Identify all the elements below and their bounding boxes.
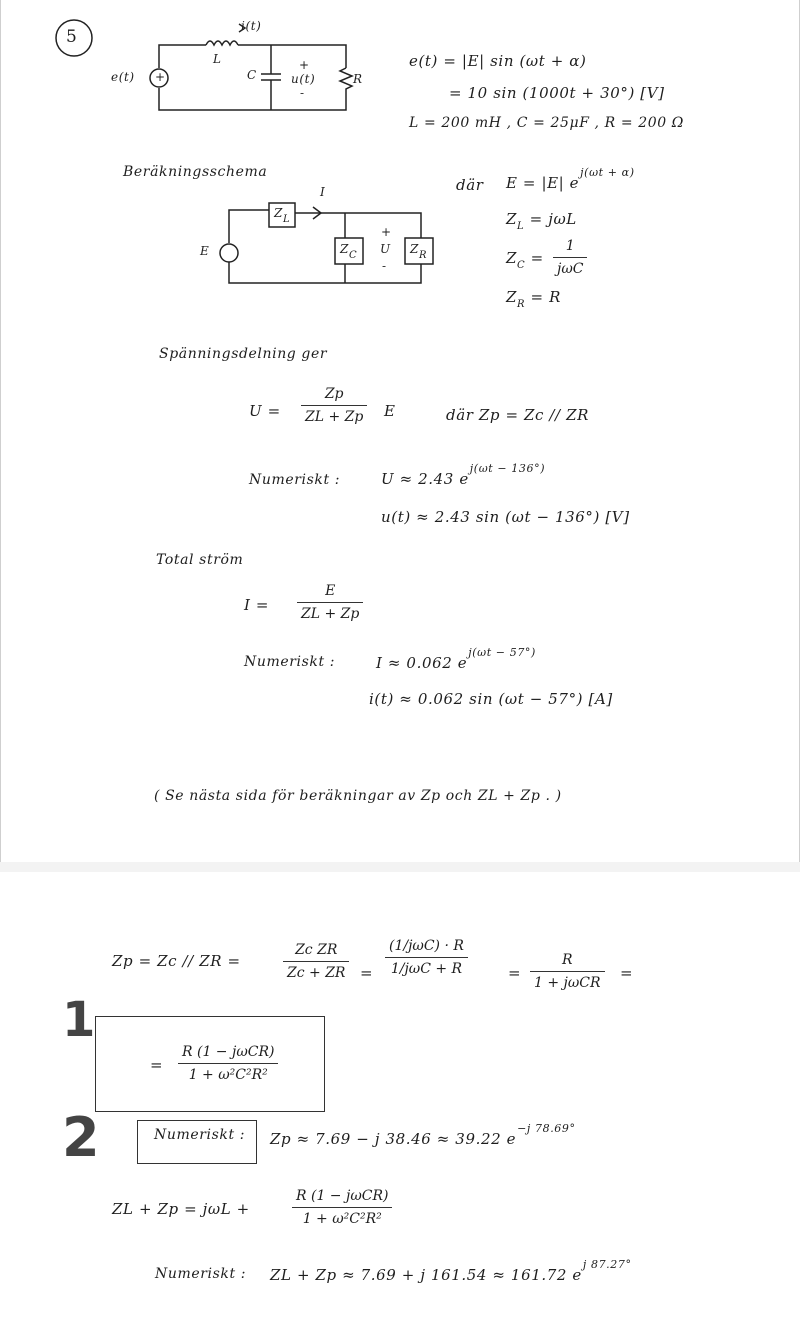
circuit-1 (150, 24, 352, 110)
total-current-title: Total ström (156, 552, 244, 568)
total-current-fraction: E ZL + Zp (297, 583, 363, 622)
zp-fraction-2: (1/jωC) · R 1/jωC + R (385, 938, 468, 977)
zp-numeric-result: Zp ≈ 7.69 − j 38.46 ≈ 39.22 $e^{-j 78.69^\circ}$ (270, 1122, 576, 1148)
given-line-1: e(t) = |E| sin (ωt + α) (409, 52, 587, 70)
zp-eq-2: = (508, 964, 522, 982)
capacitor-symbol (261, 45, 281, 110)
sum-fraction: R (1 − jωCR) 1 + ω²C²R² (292, 1188, 392, 1227)
circuit1-current-label: i(t) (241, 19, 262, 33)
schema-title: Beräkningsschema (123, 164, 268, 180)
schema-voltage-label: U (380, 242, 391, 256)
schema-zc-def: $Z_C$ = (506, 249, 544, 271)
schema-zc-fraction: 1 jωC (553, 238, 587, 277)
marker-one: 1 (62, 992, 96, 1048)
voltage-division-lhs: U = (249, 402, 281, 420)
inductor-coil (206, 41, 238, 45)
schema-source-label: E (200, 244, 210, 258)
zp-fraction-3: R 1 + jωCR (530, 952, 605, 991)
sum-lhs: ZL + Zp = jωL + (112, 1200, 250, 1218)
circuit1-voltage-label: u(t) (291, 72, 316, 86)
circuit1-resistor-label: R (353, 72, 363, 86)
total-current-lhs: I = (244, 596, 270, 614)
current-numeric-result: I ≈ 0.062 $e^{j(\omega t - 57^\circ)}$ (376, 646, 536, 672)
voltage-division-title: Spänningsdelning ger (159, 346, 328, 362)
schema-zr-label: $Z_R$ (410, 242, 428, 261)
schema-zl-def: $Z_L = j\omega L$ (506, 210, 577, 232)
circuit1-source-plus: + (155, 70, 166, 84)
voltage-numeric-label: Numeriskt : (249, 472, 341, 488)
schema-zr-def: $Z_R = R$ (506, 288, 561, 310)
voltage-numeric-result: U ≈ 2.43 $e^{j(\omega t - 136^\circ)}$ (381, 462, 546, 488)
page-2 (0, 872, 800, 1322)
sum-numeric-label: Numeriskt : (155, 1266, 247, 1282)
voltage-division-rhs: E (384, 402, 396, 420)
marker-two: 2 (62, 1106, 100, 1169)
circuit1-inductor-label: L (213, 52, 222, 66)
schema-e-def: E = |E| $e^{j(\omega t + \alpha)}$ (506, 166, 635, 192)
zp-final-eq: = (150, 1056, 164, 1074)
zp-fraction-final: R (1 − jωCR) 1 + ω²C²R² (178, 1044, 278, 1083)
schema-voltage-minus: - (382, 259, 387, 273)
given-line-2: = 10 sin (1000t + 30°) [V] (449, 84, 665, 102)
next-page-note: ( Se nästa sida för beräkningar av Zp och ZL + Zp . ) (154, 788, 562, 804)
current-time-result: i(t) ≈ 0.062 sin (ωt − 57°) [A] (369, 690, 613, 708)
zp-eq-1: = (360, 964, 374, 982)
given-line-3: L = 200 mH , C = 25μF , R = 200 Ω (409, 115, 685, 131)
circuit1-voltage-plus: + (299, 58, 310, 72)
resistor-symbol (340, 68, 352, 94)
schema-zl-label: $Z_L$ (274, 206, 291, 225)
voltage-division-fraction: Zp ZL + Zp (301, 386, 367, 425)
voltage-division-where: där Zp = Zc // ZR (446, 406, 589, 424)
voltage-time-result: u(t) ≈ 2.43 sin (ωt − 136°) [V] (381, 508, 630, 526)
problem-number: 5 (66, 27, 78, 47)
circuit1-voltage-minus: - (300, 86, 305, 100)
zp-lhs: Zp = Zc // ZR = (112, 952, 241, 970)
source-E-symbol (220, 244, 238, 262)
current-numeric-label: Numeriskt : (244, 654, 336, 670)
circuit1-source-label: e(t) (111, 70, 135, 84)
circuit-2 (220, 203, 433, 283)
circuit1-capacitor-label: C (247, 68, 257, 82)
zp-fraction-1: Zc ZR Zc + ZR (283, 942, 349, 981)
zp-eq-3: = (620, 964, 634, 982)
zp-numeric-label: Numeriskt : (154, 1127, 246, 1143)
schema-voltage-plus: + (381, 225, 392, 239)
schema-zc-label: $Z_C$ (340, 242, 358, 261)
schema-where: där (456, 176, 484, 194)
schema-current-label: I (320, 185, 326, 199)
sum-numeric-result: ZL + Zp ≈ 7.69 + j 161.54 ≈ 161.72 $e^{j 87.27^\circ}$ (270, 1258, 632, 1284)
